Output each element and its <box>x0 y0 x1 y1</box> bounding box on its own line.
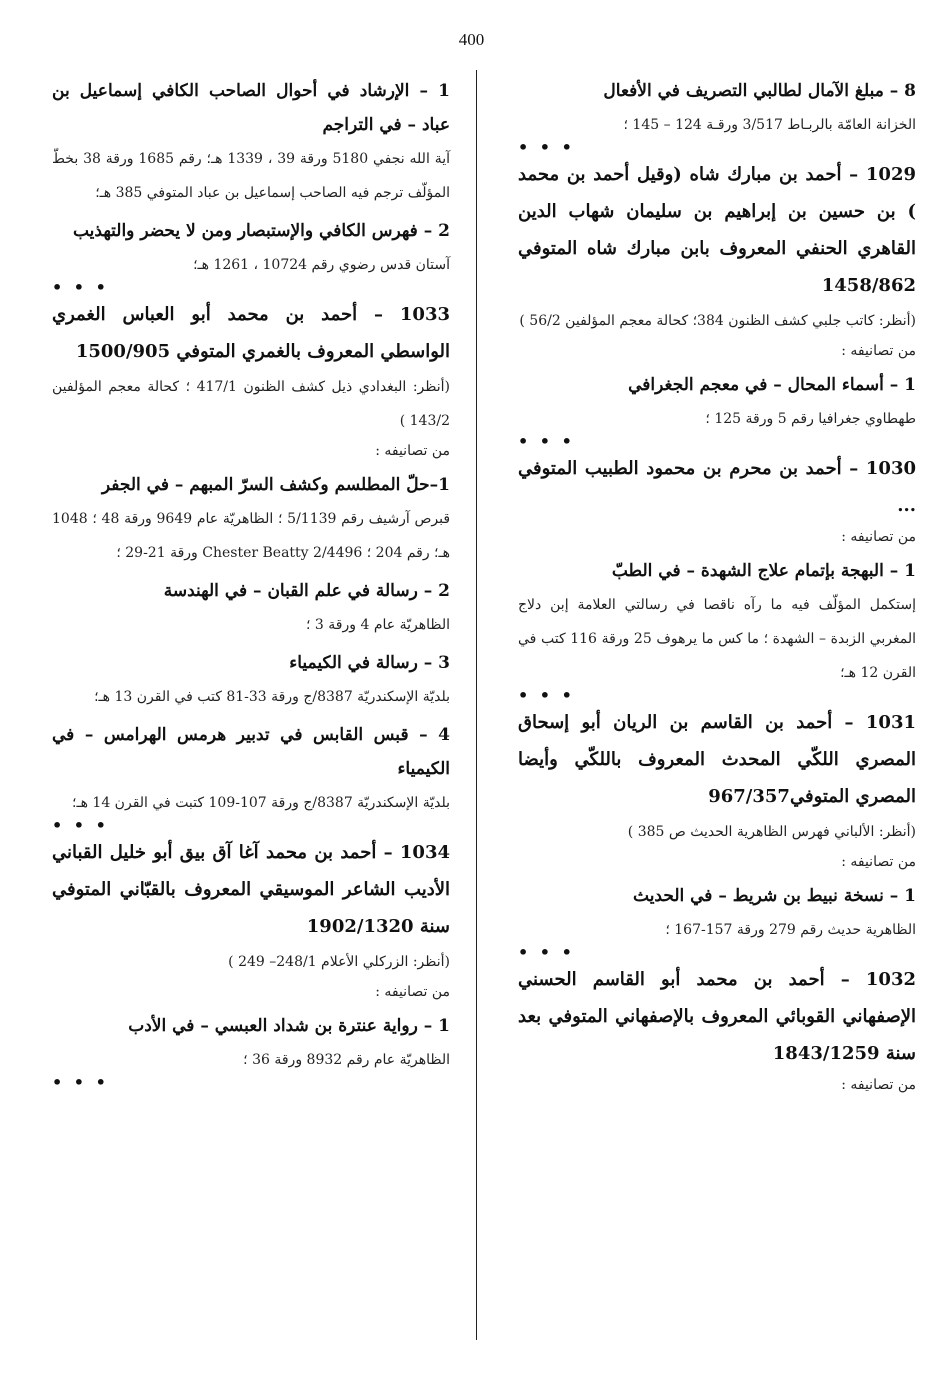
work-title: 4 – قبس القابس في تدبير هرمس الهرامس – في الكيمياء <box>52 725 450 779</box>
entry-title-1029: 1029 – أحمد بن مبارك شاه (وقيل أحمد بن محمد ) بن حسين بن إبراهيم بن سليمان شهاب الدين القاهري الحنفي المعروف بابن مبارك شاه المتوفي 1458/862 <box>518 164 916 296</box>
work-title: 2 – رسالة في علم القبان – في الهندسة <box>163 581 450 601</box>
separator: • • • <box>518 943 575 962</box>
entry-title-1030: 1030 – أحمد بن محرم بن محمود الطبيب المتوفي ... <box>518 458 916 516</box>
work-title: 1 – البهجة بإتمام علاج الشهدة – في الطبّ <box>611 561 916 581</box>
works-label: من تصانيفه : <box>841 343 916 359</box>
work-title: 8 – مبلغ الآمال لطالبي التصريف في الأفعال <box>603 81 916 101</box>
work-title: 1 – أسماء المحال – في معجم الجغرافي <box>628 375 916 395</box>
reference-note: (أنظر: كاتب جلبي كشف الظنون 384؛ كحالة معجم المؤلفين 56/2 ) <box>519 313 916 329</box>
separator: • • • <box>52 278 109 297</box>
works-label: من تصانيفه : <box>841 1077 916 1093</box>
entry-title-1033: 1033 – أحمد بن محمد أبو العباس الغمري الواسطي المعروف بالغمري المتوفي 1500/905 <box>52 304 450 362</box>
manuscript-info: الخزانة العامّة بالربـاط 3/517 ورقـة 124 – 145 ؛ <box>623 117 916 133</box>
works-label: من تصانيفه : <box>841 854 916 870</box>
separator: • • • <box>518 138 575 157</box>
right-column <box>518 70 916 1098</box>
reference-note: (أنظر: البغدادي ذيل كشف الظنون 417/1 ؛ كحالة معجم المؤلفين 143/2 ) <box>52 379 451 429</box>
entry-title-1031: 1031 – أحمد بن القاسم بن الريان أبو إسحاق المصري اللكّي المحدث المعروف باللكّي وأيضا المصري المتوفي967/357 <box>518 712 916 807</box>
entry-title-1034: 1034 – أحمد بن محمد آغا آق بيق أبو خليل القباني الأديب الشاعر الموسيقي المعروف بالقبّاني المتوفي سنة 1902/1320 <box>52 842 450 937</box>
column-divider <box>476 70 477 1340</box>
separator: • • • <box>52 816 109 835</box>
manuscript-info: طهطاوي جغرافيا رقم 5 ورقة 125 ؛ <box>705 411 916 427</box>
manuscript-info: آية الله نجفي 5180 ورقة 39 ، 1339 هـ؛ رقم 1685 ورقة 38 بخطّ المؤلّف ترجم فيه الصاحب إسماعيل بن عباد المتوفي 385 هـ؛ <box>52 151 450 201</box>
work-title: 1 – نسخة نبيط بن شريط – في الحديث <box>633 886 916 906</box>
reference-note: (أنظر: الزركلي الأعلام 248/1– 249 ) <box>228 954 450 970</box>
manuscript-info: بلديّة الإسكندريّة 8387/ج ورقة 33-81 كتب في القرن 13 هـ؛ <box>94 689 450 705</box>
manuscript-info: الظاهرية حديث رقم 279 ورقة 157-167 ؛ <box>665 922 916 938</box>
works-label: من تصانيفه : <box>375 443 450 459</box>
separator: • • • <box>518 686 575 705</box>
work-title: 1 – رواية عنترة بن شداد العبسي – في الأدب <box>128 1016 450 1036</box>
manuscript-info: إستكمل المؤلّف فيه ما رآه ناقصا في رسالتي العلامة إبن دلاج المغربي الزبدة – الشهدة ؛ ما كس ما يرهوف 25 ورقة 116 كتب في القرن 12 هـ؛ <box>518 597 917 681</box>
reference-note: (أنظر: الألباني فهرس الظاهرية الحديث ص 385 ) <box>627 824 916 840</box>
works-label: من تصانيفه : <box>841 529 916 545</box>
work-title: 1 – الإرشاد في أحوال الصاحب الكافي إسماعيل بن عباد – في التراجم <box>52 81 450 135</box>
work-title: 2 – فهرس الكافي والإستبصار ومن لا يحضر والتهذيب <box>72 221 450 241</box>
manuscript-info: الظاهريّة عام 4 ورقة 3 ؛ <box>306 617 450 633</box>
separator: • • • <box>52 1073 109 1092</box>
work-title: 1–حلّ المطلسم وكشف السرّ المبهم – في الجفر <box>101 475 450 495</box>
works-label: من تصانيفه : <box>375 984 450 1000</box>
manuscript-info: آستان قدس رضوي رقم 10724 ، 1261 هـ؛ <box>193 257 450 273</box>
entry-title-1032: 1032 – أحمد بن محمد أبو القاسم الحسني الإصفهاني القوبائي المعروف بالإصفهاني المتوفي بعد سنة 1843/1259 <box>518 969 916 1064</box>
page-number: 400 <box>458 30 485 49</box>
separator: • • • <box>518 432 575 451</box>
manuscript-info: الظاهريّة عام رقم 8932 ورقة 36 ؛ <box>243 1052 450 1068</box>
manuscript-info: بلديّة الإسكندريّة 8387/ج ورقة 107-109 كتبت في القرن 14 هـ؛ <box>72 795 450 811</box>
manuscript-info: قبرص آرشيف رقم 5/1139 ؛ الظاهريّة عام 9649 ورقة 48 ؛ 1048 هـ؛ رقم 204 ؛ Chester Beatty 2/4496 ورقة 21-29 ؛ <box>52 511 451 561</box>
left-column <box>52 70 451 1092</box>
work-title: 3 – رسالة في الكيمياء <box>289 653 450 673</box>
